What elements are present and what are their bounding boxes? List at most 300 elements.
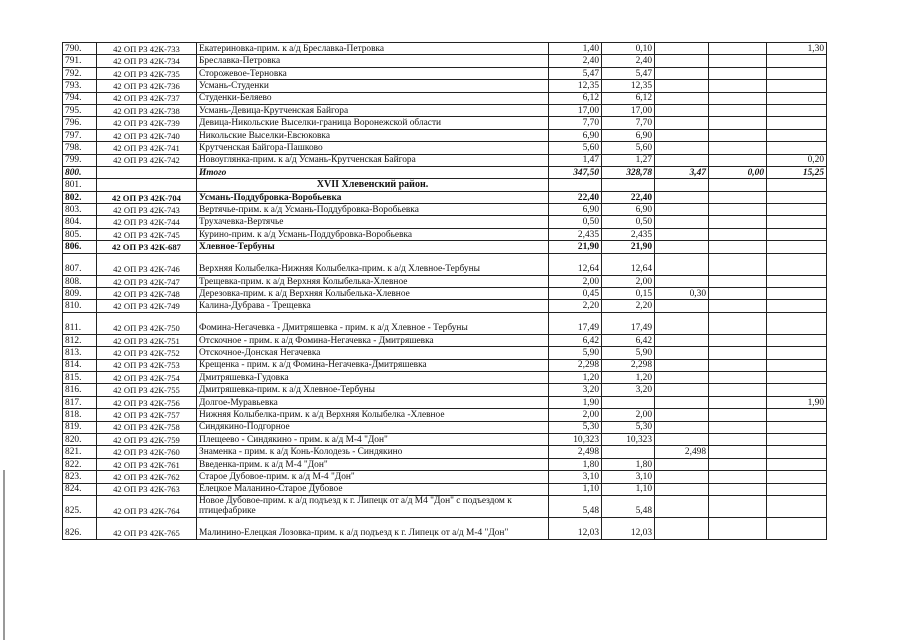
road-code-cell: 42 ОП РЗ 42К-750: [97, 312, 197, 334]
road-name-cell: Отскочное-Донская Негачевка: [197, 347, 549, 359]
total-length-cell: 6,90: [549, 204, 602, 216]
length-col3-cell: [655, 154, 709, 166]
roads-table-body: [63, 43, 827, 540]
total-length-cell: 5,48: [549, 495, 602, 517]
road-name-cell: Трухачевка-Вертячье: [197, 216, 549, 228]
road-name-cell: Плещеево - Синдякино - прим. к а/д М-4 "Дон": [197, 433, 549, 445]
length-col5-cell: [767, 409, 827, 421]
total-length-cell: 3,20: [549, 384, 602, 396]
length-col3-cell: [655, 421, 709, 433]
length-col3-cell: [655, 275, 709, 287]
road-code-cell: 42 ОП РЗ 42К-759: [97, 433, 197, 445]
length-col4-cell: [709, 421, 767, 433]
length-col2-cell: [602, 446, 655, 458]
road-name-cell: Вертячье-прим. к а/д Усмань-Поддубровка-Воробьевка: [197, 204, 549, 216]
length-col5-cell: [767, 275, 827, 287]
length-col2-cell: 328,78: [602, 166, 655, 178]
row-number-cell: 802.: [63, 191, 97, 203]
table-row: [63, 421, 827, 433]
road-code-cell: 42 ОП РЗ 42К-748: [97, 288, 197, 300]
road-code-cell: 42 ОП РЗ 42К-746: [97, 253, 197, 275]
table-row: [63, 166, 827, 178]
road-name-cell: Екатериновка-прим. к а/д Бреславка-Петровка: [197, 43, 549, 55]
length-col4-cell: [709, 216, 767, 228]
length-col5-cell: [767, 384, 827, 396]
road-name-cell: Елецкое Маланино-Старое Дубовое: [197, 483, 549, 495]
row-number-cell: 826.: [63, 517, 97, 539]
table-row: [63, 216, 827, 228]
road-code-cell: 42 ОП РЗ 42К-743: [97, 204, 197, 216]
length-col3-cell: [655, 396, 709, 408]
total-length-cell: 1,90: [549, 396, 602, 408]
road-name-cell: Верхняя Колыбелка-Нижняя Колыбелка-прим. к а/д Хлевное-Тербуны: [197, 253, 549, 275]
table-row: [63, 384, 827, 396]
table-row: [63, 142, 827, 154]
length-col5-cell: [767, 359, 827, 371]
total-length-cell: 0,45: [549, 288, 602, 300]
road-code-cell: 42 ОП РЗ 42К-761: [97, 458, 197, 470]
table-row: [63, 396, 827, 408]
length-col5-cell: [767, 228, 827, 240]
road-name-cell: Дерезовка-прим. к а/д Верхняя Колыбелька-Хлевное: [197, 288, 549, 300]
row-number-cell: 816.: [63, 384, 97, 396]
table-row: [63, 371, 827, 383]
length-col2-cell: 7,70: [602, 117, 655, 129]
row-number-cell: 810.: [63, 300, 97, 312]
table-row: [63, 43, 827, 55]
length-col2-cell: [602, 396, 655, 408]
length-col4-cell: [709, 446, 767, 458]
length-col5-cell: [767, 312, 827, 334]
length-col3-cell: [655, 359, 709, 371]
road-code-cell: 42 ОП РЗ 42К-763: [97, 483, 197, 495]
road-name-cell: Усмань-Поддубровка-Воробьевка: [197, 191, 549, 203]
road-code-cell: 42 ОП РЗ 42К-742: [97, 154, 197, 166]
length-col5-cell: [767, 517, 827, 539]
road-name-cell: Дмитряшевка-Гудовка: [197, 371, 549, 383]
length-col3-cell: [655, 216, 709, 228]
row-number-cell: 813.: [63, 347, 97, 359]
length-col3-cell: [655, 55, 709, 67]
length-col2-cell: 2,00: [602, 275, 655, 287]
total-length-cell: 2,298: [549, 359, 602, 371]
road-code-cell: 42 ОП РЗ 42К-754: [97, 371, 197, 383]
length-col2-cell: 6,90: [602, 129, 655, 141]
road-code-cell: 42 ОП РЗ 42К-751: [97, 334, 197, 346]
length-col5-cell: [767, 483, 827, 495]
length-col4-cell: [709, 129, 767, 141]
length-col4-cell: [709, 67, 767, 79]
row-number-cell: 820.: [63, 433, 97, 445]
road-code-cell: 42 ОП РЗ 42К-737: [97, 92, 197, 104]
total-length-cell: 347,50: [549, 166, 602, 178]
length-col4-cell: [709, 253, 767, 275]
row-number-cell: 815.: [63, 371, 97, 383]
total-length-cell: 12,35: [549, 80, 602, 92]
row-number-cell: 797.: [63, 129, 97, 141]
road-code-cell: 42 ОП РЗ 42К-755: [97, 384, 197, 396]
road-name-cell: Знаменка - прим. к а/д Конь-Колодезь - Синдякино: [197, 446, 549, 458]
row-number-cell: 824.: [63, 483, 97, 495]
road-name-cell: Старое Дубовое-прим. к а/д М-4 "Дон": [197, 471, 549, 483]
table-row: [63, 359, 827, 371]
total-length-cell: 2,40: [549, 55, 602, 67]
length-col3-cell: [655, 384, 709, 396]
row-number-cell: 825.: [63, 495, 97, 517]
length-col5-cell: 1,90: [767, 396, 827, 408]
total-length-cell: 21,90: [549, 241, 602, 253]
length-col3-cell: [655, 67, 709, 79]
length-col5-cell: [767, 471, 827, 483]
length-col5-cell: [767, 334, 827, 346]
total-length-cell: 1,20: [549, 371, 602, 383]
total-length-cell: 17,00: [549, 104, 602, 116]
length-col3-cell: [655, 104, 709, 116]
length-col4-cell: [709, 275, 767, 287]
length-col3-cell: [655, 458, 709, 470]
length-col4-cell: [709, 458, 767, 470]
length-col2-cell: 5,30: [602, 421, 655, 433]
length-col4-cell: [709, 142, 767, 154]
road-code-cell: 42 ОП РЗ 42К-735: [97, 67, 197, 79]
length-col4-cell: [709, 80, 767, 92]
table-row: [63, 179, 827, 191]
length-col2-cell: 21,90: [602, 241, 655, 253]
road-code-cell: 42 ОП РЗ 42К-740: [97, 129, 197, 141]
total-length-cell: 6,12: [549, 92, 602, 104]
road-name-cell: Крутченская Байгора-Пашково: [197, 142, 549, 154]
length-col3-cell: [655, 334, 709, 346]
length-col2-cell: 2,40: [602, 55, 655, 67]
length-col5-cell: [767, 433, 827, 445]
length-col3-cell: [655, 191, 709, 203]
length-col5-cell: [767, 191, 827, 203]
length-col3-cell: [655, 347, 709, 359]
total-length-cell: 5,47: [549, 67, 602, 79]
length-col3-cell: [655, 517, 709, 539]
total-length-cell: 1,47: [549, 154, 602, 166]
length-col3-cell: [655, 371, 709, 383]
table-row: [63, 154, 827, 166]
length-col2-cell: 5,90: [602, 347, 655, 359]
total-length-cell: 2,435: [549, 228, 602, 240]
row-number-cell: 792.: [63, 67, 97, 79]
road-name-cell: Итого: [197, 166, 549, 178]
road-code-cell: 42 ОП РЗ 42К-753: [97, 359, 197, 371]
length-col2-cell: 5,47: [602, 67, 655, 79]
table-row: [63, 334, 827, 346]
road-name-cell: Усмань-Студенки: [197, 80, 549, 92]
table-row: [63, 241, 827, 253]
length-col2-cell: 5,60: [602, 142, 655, 154]
row-number-cell: 823.: [63, 471, 97, 483]
length-col4-cell: [709, 334, 767, 346]
row-number-cell: 795.: [63, 104, 97, 116]
table-row: [63, 312, 827, 334]
length-col2-cell: 17,49: [602, 312, 655, 334]
length-col2-cell: 2,435: [602, 228, 655, 240]
total-length-cell: 5,90: [549, 347, 602, 359]
length-col5-cell: [767, 371, 827, 383]
length-col4-cell: [709, 104, 767, 116]
table-row: [63, 80, 827, 92]
table-row: [63, 228, 827, 240]
table-row: [63, 483, 827, 495]
row-number-cell: 790.: [63, 43, 97, 55]
length-col4-cell: [709, 204, 767, 216]
length-col5-cell: [767, 458, 827, 470]
total-length-cell: 5,30: [549, 421, 602, 433]
road-code-cell: 42 ОП РЗ 42К-687: [97, 241, 197, 253]
row-number-cell: 798.: [63, 142, 97, 154]
row-number-cell: 812.: [63, 334, 97, 346]
length-col3-cell: [655, 312, 709, 334]
length-col4-cell: [709, 409, 767, 421]
length-col2-cell: 6,12: [602, 92, 655, 104]
length-col3-cell: [655, 142, 709, 154]
row-number-cell: 807.: [63, 253, 97, 275]
row-number-cell: 805.: [63, 228, 97, 240]
table-row: [63, 458, 827, 470]
length-col5-cell: [767, 288, 827, 300]
road-code-cell: 42 ОП РЗ 42К-749: [97, 300, 197, 312]
length-col2-cell: 17,00: [602, 104, 655, 116]
road-name-cell: Бреславка-Петровка: [197, 55, 549, 67]
length-col4-cell: 0,00: [709, 166, 767, 178]
total-length-cell: 5,60: [549, 142, 602, 154]
length-col3-cell: [655, 471, 709, 483]
length-col4-cell: [709, 371, 767, 383]
total-length-cell: 2,498: [549, 446, 602, 458]
length-col5-cell: [767, 142, 827, 154]
total-length-cell: 12,03: [549, 517, 602, 539]
row-number-cell: 791.: [63, 55, 97, 67]
table-row: [63, 104, 827, 116]
length-col4-cell: [709, 384, 767, 396]
total-length-cell: 2,20: [549, 300, 602, 312]
road-code-cell: 42 ОП РЗ 42К-765: [97, 517, 197, 539]
length-col5-cell: 15,25: [767, 166, 827, 178]
length-col2-cell: 0,50: [602, 216, 655, 228]
length-col5-cell: [767, 495, 827, 517]
length-col5-cell: [767, 216, 827, 228]
road-code-cell: 42 ОП РЗ 42К-757: [97, 409, 197, 421]
table-row: [63, 517, 827, 539]
road-name-cell: Хлевное-Тербуны: [197, 241, 549, 253]
length-col5-cell: [767, 253, 827, 275]
length-col2-cell: 6,90: [602, 204, 655, 216]
length-col2-cell: 1,80: [602, 458, 655, 470]
length-col2-cell: 0,10: [602, 43, 655, 55]
road-name-cell: Трещевка-прим. к а/д Верхняя Колыбелька-Хлевное: [197, 275, 549, 287]
length-col2-cell: 2,298: [602, 359, 655, 371]
length-col5-cell: [767, 300, 827, 312]
road-name-cell: Крещенка - прим. к а/д Фомина-Негачевка-Дмитряшевка: [197, 359, 549, 371]
length-col2-cell: 10,323: [602, 433, 655, 445]
road-code-cell: 42 ОП РЗ 42К-756: [97, 396, 197, 408]
row-number-cell: 804.: [63, 216, 97, 228]
length-col4-cell: [709, 55, 767, 67]
length-col4-cell: [709, 154, 767, 166]
length-col3-cell: 3,47: [655, 166, 709, 178]
roads-table: [62, 42, 827, 540]
length-col4-cell: [709, 179, 767, 191]
length-col2-cell: 12,03: [602, 517, 655, 539]
length-col2-cell: 22,40: [602, 191, 655, 203]
table-row: [63, 129, 827, 141]
row-number-cell: 794.: [63, 92, 97, 104]
table-row: [63, 288, 827, 300]
length-col5-cell: [767, 241, 827, 253]
length-col3-cell: [655, 179, 709, 191]
row-number-cell: 803.: [63, 204, 97, 216]
table-row: [63, 446, 827, 458]
row-number-cell: 809.: [63, 288, 97, 300]
total-length-cell: 22,40: [549, 191, 602, 203]
length-col4-cell: [709, 228, 767, 240]
road-code-cell: 42 ОП РЗ 42К-704: [97, 191, 197, 203]
road-name-cell: Усмань-Девица-Крутченская Байгора: [197, 104, 549, 116]
table-row: [63, 191, 827, 203]
length-col4-cell: [709, 288, 767, 300]
length-col4-cell: [709, 483, 767, 495]
road-code-cell: 42 ОП РЗ 42К-733: [97, 43, 197, 55]
length-col2-cell: 2,00: [602, 409, 655, 421]
total-length-cell: 3,10: [549, 471, 602, 483]
road-name-cell: Новое Дубовое-прим. к а/д подъезд к г. Липецк от а/д М4 "Дон" с подъездом к птицефабрике: [197, 495, 549, 517]
road-code-cell: 42 ОП РЗ 42К-734: [97, 55, 197, 67]
road-name-cell: Студенки-Беляево: [197, 92, 549, 104]
road-name-cell: Девица-Никольские Выселки-граница Воронежской области: [197, 117, 549, 129]
length-col2-cell: 1,27: [602, 154, 655, 166]
row-number-cell: 793.: [63, 80, 97, 92]
table-row: [63, 347, 827, 359]
length-col2-cell: 5,48: [602, 495, 655, 517]
total-length-cell: 17,49: [549, 312, 602, 334]
length-col2-cell: 1,20: [602, 371, 655, 383]
row-number-cell: 799.: [63, 154, 97, 166]
road-name-cell: Дмитряшевка-прим. к а/д Хлевное-Тербуны: [197, 384, 549, 396]
total-length-cell: 12,64: [549, 253, 602, 275]
road-name-cell: Введенка-прим. к а/д М-4 "Дон": [197, 458, 549, 470]
road-name-cell: Долгое-Муравьевка: [197, 396, 549, 408]
row-number-cell: 821.: [63, 446, 97, 458]
total-length-cell: 0,50: [549, 216, 602, 228]
length-col3-cell: [655, 129, 709, 141]
length-col5-cell: [767, 204, 827, 216]
length-col4-cell: [709, 347, 767, 359]
row-number-cell: 806.: [63, 241, 97, 253]
road-code-cell: 42 ОП РЗ 42К-744: [97, 216, 197, 228]
length-col3-cell: [655, 433, 709, 445]
length-col2-cell: 1,10: [602, 483, 655, 495]
total-length-cell: [549, 179, 602, 191]
length-col2-cell: 0,15: [602, 288, 655, 300]
length-col5-cell: 0,20: [767, 154, 827, 166]
road-name-cell: Фомина-Негачевка - Дмитряшевка - прим. к а/д Хлевное - Тербуны: [197, 312, 549, 334]
table-row: [63, 253, 827, 275]
road-code-cell: 42 ОП РЗ 42К-758: [97, 421, 197, 433]
length-col5-cell: [767, 92, 827, 104]
total-length-cell: 10,323: [549, 433, 602, 445]
length-col5-cell: [767, 179, 827, 191]
length-col2-cell: 12,64: [602, 253, 655, 275]
row-number-cell: 811.: [63, 312, 97, 334]
table-row: [63, 67, 827, 79]
total-length-cell: 1,40: [549, 43, 602, 55]
length-col2-cell: 3,20: [602, 384, 655, 396]
length-col4-cell: [709, 43, 767, 55]
length-col4-cell: [709, 495, 767, 517]
length-col3-cell: [655, 117, 709, 129]
road-name-cell: Сторожевое-Терновка: [197, 67, 549, 79]
road-name-cell: Нижняя Колыбелка-прим. к а/д Верхняя Колыбелка -Хлевное: [197, 409, 549, 421]
road-code-cell: [97, 166, 197, 178]
road-code-cell: [97, 179, 197, 191]
row-number-cell: 808.: [63, 275, 97, 287]
length-col3-cell: [655, 495, 709, 517]
length-col4-cell: [709, 433, 767, 445]
row-number-cell: 801.: [63, 179, 97, 191]
total-length-cell: 2,00: [549, 409, 602, 421]
total-length-cell: 2,00: [549, 275, 602, 287]
row-number-cell: 800.: [63, 166, 97, 178]
length-col4-cell: [709, 92, 767, 104]
length-col5-cell: [767, 117, 827, 129]
length-col4-cell: [709, 117, 767, 129]
length-col3-cell: [655, 300, 709, 312]
length-col4-cell: [709, 396, 767, 408]
road-name-cell: Отскочное - прим. к а/д Фомина-Негачевка - Дмитряшевка: [197, 334, 549, 346]
length-col4-cell: [709, 241, 767, 253]
road-code-cell: 42 ОП РЗ 42К-762: [97, 471, 197, 483]
length-col3-cell: 0,30: [655, 288, 709, 300]
row-number-cell: 796.: [63, 117, 97, 129]
length-col3-cell: [655, 241, 709, 253]
row-number-cell: 817.: [63, 396, 97, 408]
total-length-cell: 7,70: [549, 117, 602, 129]
table-row: [63, 433, 827, 445]
length-col5-cell: [767, 446, 827, 458]
length-col4-cell: [709, 191, 767, 203]
road-name-cell: XVII Хлевенский район.: [197, 179, 549, 191]
length-col5-cell: 1,30: [767, 43, 827, 55]
road-name-cell: Малинино-Елецкая Лозовка-прим. к а/д подъезд к г. Липецк от а/д М-4 "Дон": [197, 517, 549, 539]
table-row: [63, 471, 827, 483]
length-col5-cell: [767, 67, 827, 79]
length-col5-cell: [767, 55, 827, 67]
road-code-cell: 42 ОП РЗ 42К-739: [97, 117, 197, 129]
length-col4-cell: [709, 300, 767, 312]
length-col2-cell: [602, 179, 655, 191]
length-col2-cell: 2,20: [602, 300, 655, 312]
road-name-cell: Калина-Дубрава - Трещевка: [197, 300, 549, 312]
table-row: [63, 117, 827, 129]
length-col2-cell: 3,10: [602, 471, 655, 483]
length-col3-cell: [655, 483, 709, 495]
total-length-cell: 1,10: [549, 483, 602, 495]
length-col4-cell: [709, 312, 767, 334]
road-code-cell: 42 ОП РЗ 42К-752: [97, 347, 197, 359]
length-col5-cell: [767, 421, 827, 433]
length-col5-cell: [767, 104, 827, 116]
length-col3-cell: [655, 204, 709, 216]
length-col2-cell: 6,42: [602, 334, 655, 346]
length-col5-cell: [767, 347, 827, 359]
road-code-cell: 42 ОП РЗ 42К-736: [97, 80, 197, 92]
total-length-cell: 1,80: [549, 458, 602, 470]
row-number-cell: 822.: [63, 458, 97, 470]
